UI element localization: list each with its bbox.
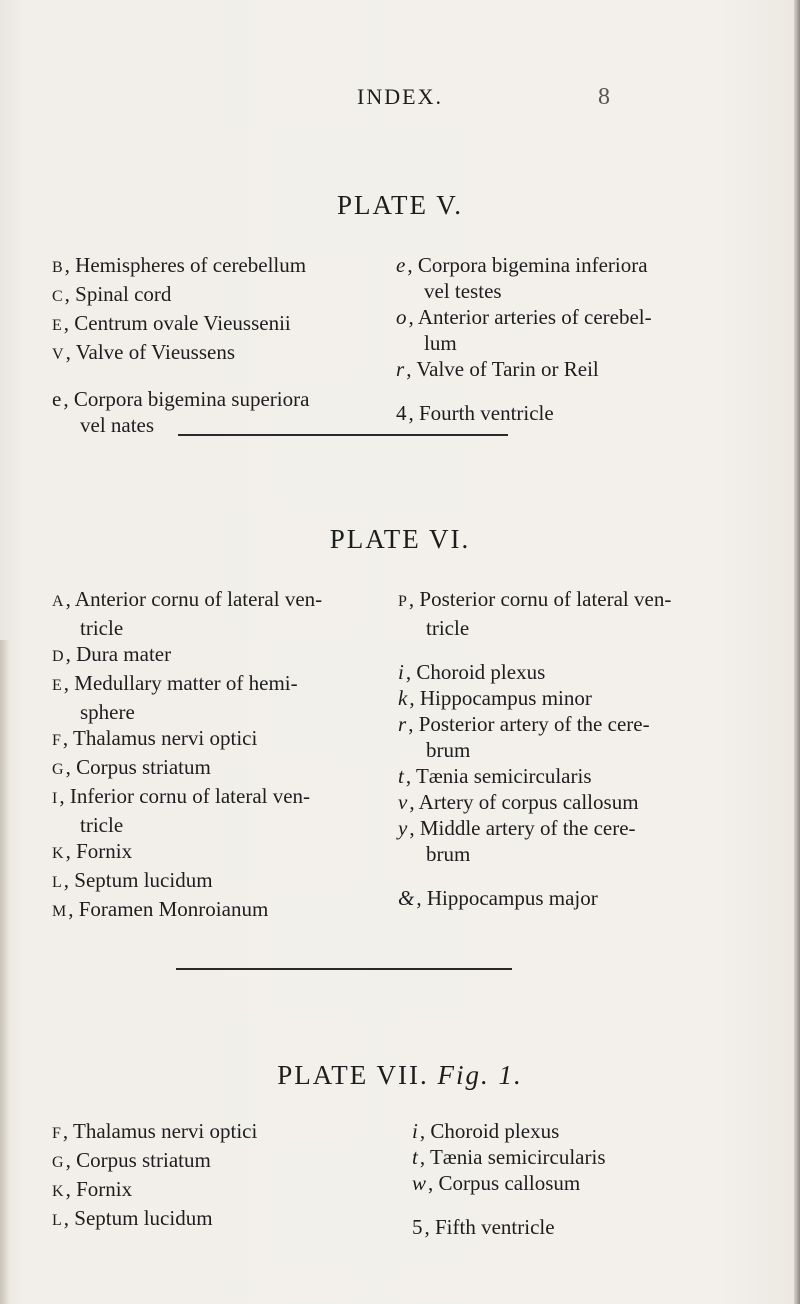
index-entry: y, Middle artery of the cere- brum [398,815,758,867]
entry-letter: L [52,874,62,891]
entry-continuation: brum [426,738,471,762]
entry-text: Foramen Monroianum [78,897,269,921]
index-entry: I, Inferior cornu of lateral ven- tricle [52,783,382,838]
entry-text: Hemispheres of cerebellum [75,253,307,277]
entry-letter: E [52,317,62,334]
entry-letter: v [398,790,408,814]
entry-text: Corpus striatum [76,1148,211,1172]
entry-continuation: brum [426,842,471,866]
entry-letter: A [52,593,64,610]
section-divider [176,968,512,970]
index-entry: t, Tænia semicircularis [398,764,592,788]
entry-text: Hippocampus major [426,886,598,910]
index-entry: 5, Fifth ventricle [412,1215,555,1239]
plate-6-left-column [52,586,382,925]
entry-text: Choroid plexus [430,1119,560,1143]
entry-text: Valve of Vieussens [75,340,236,364]
section-divider [178,434,508,436]
entry-continuation: tricle [426,616,470,640]
plate-7-title-text: PLATE VII. [277,1060,429,1090]
index-entry: i, Choroid plexus [412,1119,560,1143]
entry-text: Anterior arteries of cerebel- [417,305,652,329]
entry-continuation: vel nates [80,413,155,437]
index-entry: 4, Fourth ventricle [396,401,554,425]
entry-text: Inferior cornu of lateral ven- [69,784,311,808]
entry-text: Fornix [76,1177,133,1201]
index-entry: w, Corpus callosum [412,1171,581,1195]
entry-letter: P [398,593,407,610]
index-entry: &, Hippocampus major [398,886,598,910]
entry-text: Anterior cornu of lateral ven- [74,587,323,611]
entry-text: Medullary matter of hemi- [74,671,298,695]
index-entry: V, Valve of Vieussens [52,340,236,364]
index-entry: B, Hemispheres of cerebellum [52,253,307,277]
index-entry: k, Hippocampus minor [398,686,592,710]
entry-text: Fornix [76,839,133,863]
entry-letter: F [52,732,61,749]
index-entry: M, Foramen Monroianum [52,897,269,921]
entry-letter: y [398,816,408,840]
entry-text: Dura mater [76,642,172,666]
running-head [0,84,800,114]
entry-letter: r [398,712,407,736]
entry-letter: i [398,660,404,684]
index-entry: e, Corpora bigemina inferiora vel testes [396,252,756,304]
entry-letter: & [398,886,415,910]
plate-5-left-column [52,252,382,438]
index-entry: r, Valve of Tarin or Reil [396,357,599,381]
entry-text: Fifth ventricle [435,1215,555,1239]
entry-text: Thalamus nervi optici [73,1119,258,1143]
index-entry: A, Anterior cornu of lateral ven- tricle [52,586,382,641]
index-entry: D, Dura mater [52,642,172,666]
entry-continuation: tricle [80,616,124,640]
entry-text: Corpora bigemina inferiora [417,253,648,277]
index-entry: i, Choroid plexus [398,660,546,684]
entry-text: Choroid plexus [416,660,546,684]
index-entry: E, Centrum ovale Vieussenii [52,311,291,335]
entry-letter: I [52,790,58,807]
plate-7-title [0,1060,800,1091]
entry-text: Septum lucidum [74,868,213,892]
plate-5-title: PLATE V. [336,190,464,220]
page-number: 8 [598,84,610,110]
entry-letter: F [52,1125,61,1142]
entry-text: Valve of Tarin or Reil [416,357,599,381]
index-entry: r, Posterior artery of the cere- brum [398,711,758,763]
index-entry: L, Septum lucidum [52,868,213,892]
entry-letter: K [52,1183,64,1200]
plate-6-title: PLATE VI. [329,524,471,554]
entry-letter: C [52,288,63,305]
index-entry: e, Corpora bigemina superiora vel nates [52,386,382,438]
plate-7-left-column [52,1118,382,1234]
entry-letter: D [52,648,64,665]
index-entry: K, Fornix [52,1177,133,1201]
entry-text: Corpus striatum [76,755,211,779]
entry-continuation: vel testes [424,279,502,303]
entry-text: Spinal cord [75,282,172,306]
entry-text: Corpus callosum [438,1171,581,1195]
entry-text: Posterior artery of the cere- [418,712,650,736]
entry-letter: k [398,686,408,710]
index-entry: E, Medullary matter of hemi- sphere [52,670,382,725]
entry-text: Septum lucidum [74,1206,213,1230]
entry-letter: r [396,357,405,381]
entry-letter: o [396,305,407,329]
entry-letter: B [52,259,63,276]
index-entry: t, Tænia semicircularis [412,1145,606,1169]
entry-letter: E [52,677,62,694]
entry-letter: i [412,1119,418,1143]
plate-6-right-column [398,586,758,911]
page-edge-stain [0,640,10,1304]
entry-letter: M [52,903,67,920]
plate-7-fig-label: Fig. 1. [437,1060,523,1090]
index-entry: L, Septum lucidum [52,1206,213,1230]
index-entry: C, Spinal cord [52,282,172,306]
entry-text: Fourth ventricle [419,401,554,425]
entry-text: Tænia semicircularis [429,1145,606,1169]
index-entry: v, Artery of corpus callosum [398,790,639,814]
entry-text: Corpora bigemina superiora [73,387,310,411]
entry-letter: V [52,346,64,363]
plate-5-right-column [396,252,756,426]
running-title: INDEX. [357,84,443,109]
plate-7-right-column [412,1118,752,1240]
entry-continuation: sphere [80,700,135,724]
entry-text: Centrum ovale Vieussenii [74,311,291,335]
entry-letter: t [412,1145,418,1169]
index-entry: F, Thalamus nervi optici [52,1119,258,1143]
entry-letter: 5 [412,1215,423,1239]
entry-letter: G [52,1154,64,1171]
index-entry: G, Corpus striatum [52,755,211,779]
entry-letter: G [52,761,64,778]
entry-letter: L [52,1212,62,1229]
entry-text: Hippocampus minor [419,686,592,710]
entry-text: Tænia semicircularis [415,764,592,788]
index-entry: K, Fornix [52,839,133,863]
index-entry: P, Posterior cornu of lateral ven- tricle [398,586,758,641]
index-entry: F, Thalamus nervi optici [52,726,258,750]
entry-continuation: lum [424,331,457,355]
entry-letter: w [412,1171,427,1195]
entry-letter: K [52,845,64,862]
entry-letter: e [396,253,406,277]
entry-letter: e [52,387,62,411]
index-entry: o, Anterior arteries of cerebel- lum [396,304,756,356]
entry-continuation: tricle [80,813,124,837]
entry-letter: t [398,764,404,788]
entry-text: Middle artery of the cere- [419,816,636,840]
entry-letter: 4 [396,401,407,425]
index-entry: G, Corpus striatum [52,1148,211,1172]
entry-text: Posterior cornu of lateral ven- [419,587,672,611]
entry-text: Thalamus nervi optici [73,726,258,750]
entry-text: Artery of corpus callosum [418,790,639,814]
